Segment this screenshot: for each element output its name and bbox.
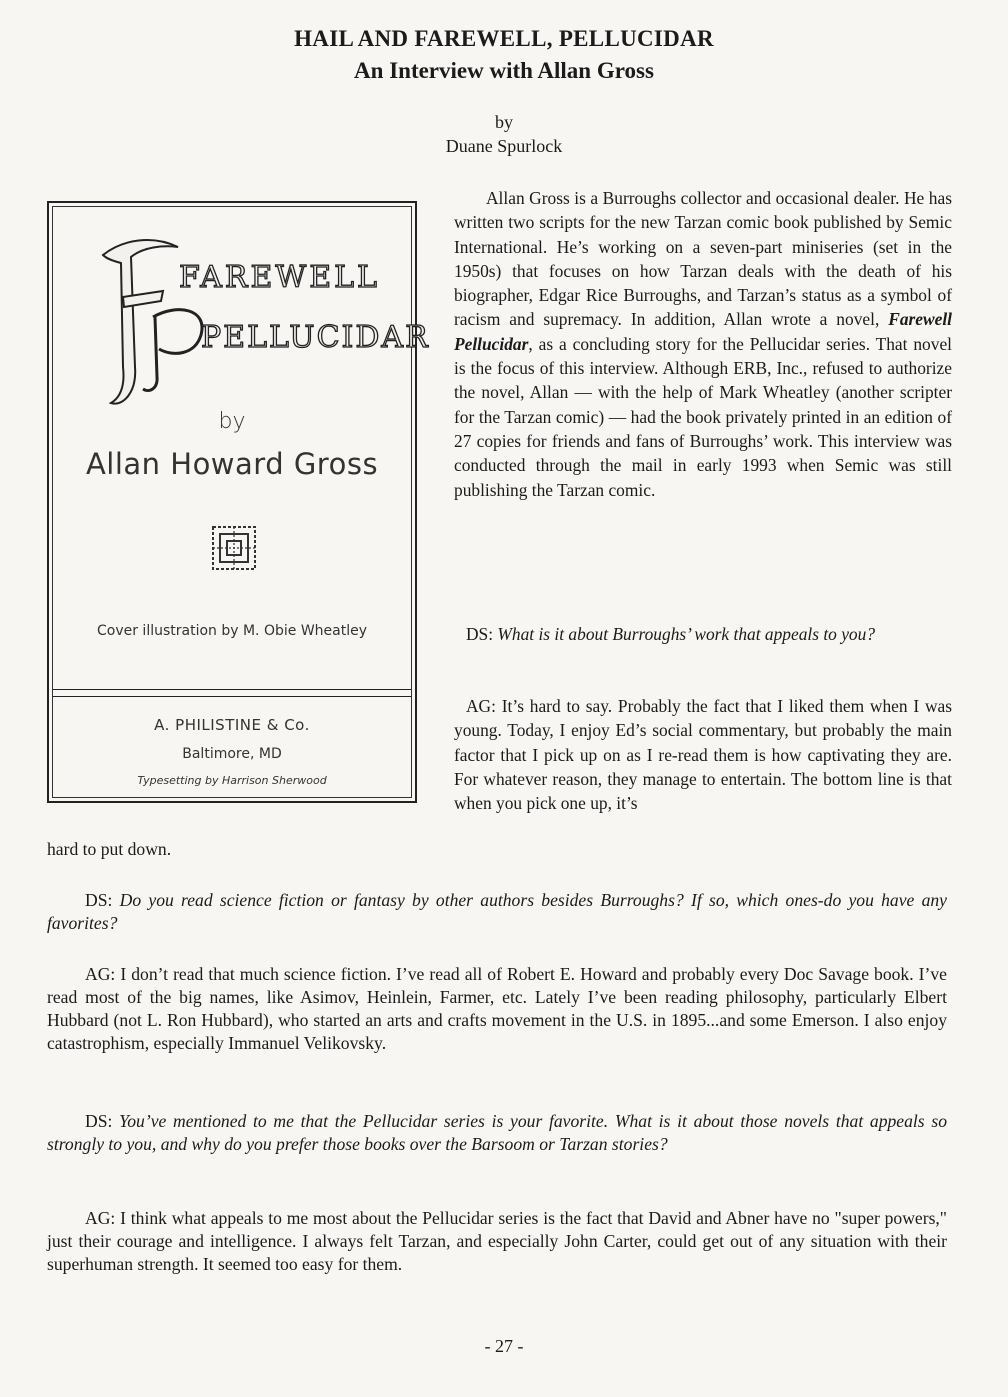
- intro-text-part1: Allan Gross is a Burroughs collector and occasional dealer. He has written two scripts for the new Tarzan comic book published by Semic International. He’s working on a seven-part miniseries (set in the 1950s) that focuses on how Tarzan deals with the death of his biographer, Edgar Rice Burroughs, and Tarzan’s status as a symbol of racism and supremacy. In addition, Allan wrote a novel,: [454, 188, 952, 330]
- question-1-speaker: DS:: [466, 624, 494, 644]
- question-3-text: You’ve mentioned to me that the Pellucidar series is your favorite. What is it about those novels that appeals so strongly to you, and why do you prefer those books over the Barsoom or Tarzan stories?: [47, 1111, 947, 1154]
- cover-title-panel: [53, 207, 430, 689]
- answer-1-speaker: AG:: [466, 696, 496, 716]
- cover-frame: [52, 206, 430, 798]
- knot-ornament-icon: [211, 525, 257, 571]
- answer-2-text: I don’t read that much science fiction. I’ve read all of Robert E. Howard and probably every Doc Savage book. I’ve read most of the big names, like Asimov, Heinlein, Farmer, etc. Lately I’ve been reading philosophy, particularly Elbert Hubbard (not L. Ron Hubbard), who started an arts and crafts movement in the U.S. in 1895...and some Emerson. I also enjoy catastrophism, especially Immanuel Velikovsky.: [47, 964, 947, 1053]
- article-subtitle: An Interview with Allan Gross: [354, 58, 654, 83]
- answer-2-speaker: AG:: [85, 964, 116, 984]
- intro-paragraph: [454, 186, 952, 502]
- cover-author: Allan Howard Gross: [85, 447, 379, 481]
- cover-by: by: [218, 409, 246, 434]
- intro-text-part2: , as a concluding story for the Pellucidar series. That novel is the focus of this interview. Although ERB, Inc., refused to authorize the novel, Allan — with the help of Mark Wheatley (another scripter for the Tarzan comic) — had the book privately printed in an edition of 27 copies for friends and fans of Burroughs’ work. This interview was conducted through the mail in early 1993 when Semic was still publishing the Tarzan comic.: [454, 333, 952, 500]
- cover-city: Baltimore, MD: [182, 746, 282, 762]
- book-cover-image: [47, 201, 430, 803]
- answer-3-speaker: AG:: [85, 1208, 116, 1228]
- question-1: [454, 622, 952, 646]
- byline-by: by: [495, 112, 513, 132]
- question-1-text: What is it about Burroughs’ work that appeals to you?: [497, 624, 876, 644]
- novel-title: Farewell Pellucidar: [454, 309, 952, 354]
- cover-title-line1: FAREWELL: [179, 260, 380, 295]
- page-number: - 27 -: [484, 1336, 524, 1356]
- answer-2: [47, 963, 947, 1055]
- farewell-pellucidar-title-art: [83, 217, 430, 417]
- cover-typesetting: Typesetting by Harrison Sherwood: [137, 774, 327, 787]
- answer-1-text: It’s hard to say. Probably the fact that I liked them when I was young. Today, I enjoy Ed’s social commentary, but probably the main factor that I pick up on as I re-read them is how captivating they are. For whatever reason, they manage to entertain. The bottom line is that when you pick one up, it’s: [454, 696, 952, 814]
- question-2-speaker: DS:: [85, 890, 113, 910]
- answer-1-continuation: hard to put down.: [47, 839, 172, 859]
- question-3-speaker: DS:: [85, 1111, 113, 1131]
- cover-publisher: A. PHILISTINE & Co.: [154, 716, 310, 734]
- cover-publisher-panel: [53, 696, 411, 797]
- question-3: [47, 1110, 947, 1156]
- question-2-text: Do you read science fiction or fantasy by other authors besides Burroughs? If so, which ones-do you have any favorites?: [47, 890, 947, 933]
- question-2: [47, 889, 947, 935]
- cover-illustration-credit: Cover illustration by M. Obie Wheatley: [96, 623, 368, 639]
- answer-3: [47, 1207, 947, 1276]
- byline-author: Duane Spurlock: [445, 136, 563, 156]
- answer-1: [454, 694, 952, 815]
- article-title: HAIL AND FAREWELL, PELLUCIDAR: [294, 26, 714, 51]
- cover-title-line2: PELLUCIDAR: [201, 320, 430, 355]
- answer-3-text: I think what appeals to me most about the Pellucidar series is the fact that David and Abner have no "super powers," just their courage and intelligence. I always felt Tarzan, and especially John Carter, could get out of any situation with their superhuman strength. It seemed too easy for them.: [47, 1208, 947, 1274]
